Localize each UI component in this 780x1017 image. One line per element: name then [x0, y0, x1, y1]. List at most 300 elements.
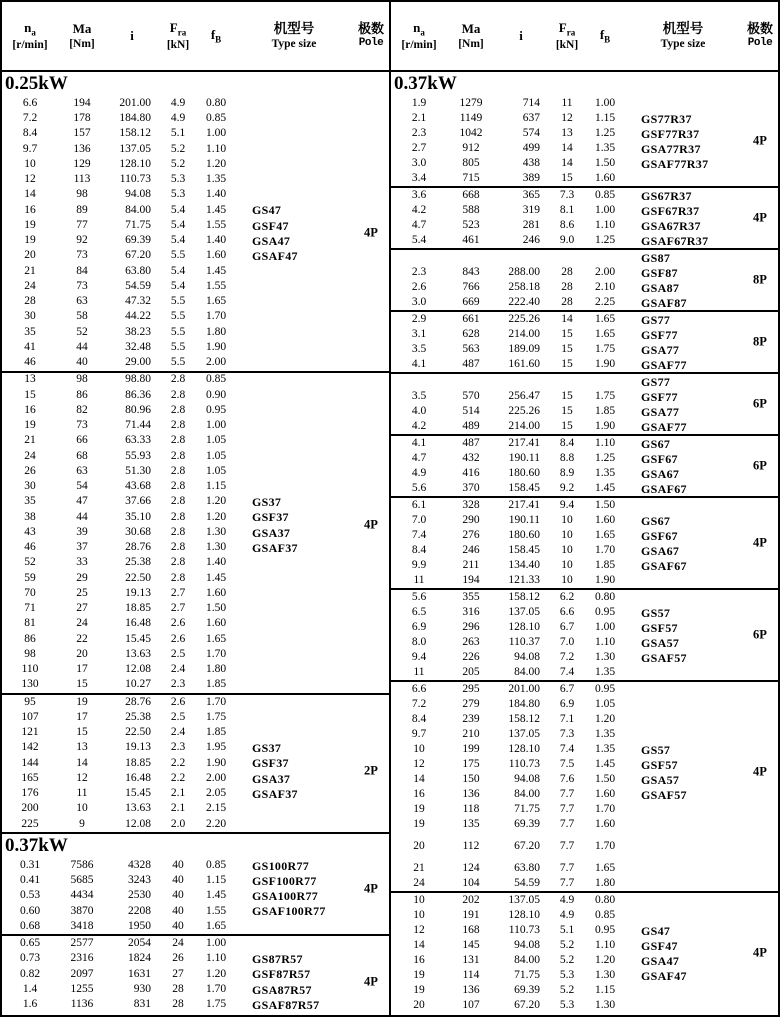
na-cell: 20 [413, 998, 425, 1011]
ma-cell: 766 [462, 280, 480, 293]
pole-count-label: 6P [753, 396, 767, 411]
na-cell: 0.73 [19, 952, 41, 965]
ratio-cell: 158.45 [508, 481, 540, 494]
table-row [391, 156, 778, 171]
ratio-cell: 158.12 [508, 712, 540, 725]
fra-cell: 4.9 [170, 96, 186, 109]
ma-cell: 27 [76, 602, 88, 615]
table-row [2, 340, 389, 355]
table-row [391, 635, 778, 650]
na-cell: 9.7 [411, 727, 427, 740]
type-size-cell: GSAF67 [641, 558, 687, 573]
fra-cell: 40 [172, 919, 184, 932]
fb-cell: 1.30 [205, 525, 227, 538]
power-section [2, 72, 389, 834]
na-cell: 38 [24, 510, 36, 523]
na-cell: 5.4 [411, 233, 427, 246]
ratio-cell: 71.44 [125, 419, 151, 432]
ma-cell: 47 [76, 495, 88, 508]
ratio-cell: 365 [522, 188, 540, 201]
ma-cell: 210 [462, 727, 480, 740]
type-size-cell: GSF67 [641, 528, 678, 543]
ratio-cell: 25.38 [125, 710, 151, 723]
type-size-cell: GSA67R37 [641, 218, 701, 233]
ma-cell: 12 [76, 771, 88, 784]
fb-cell: 1.10 [205, 142, 227, 155]
ratio-cell: 84.00 [514, 787, 540, 800]
ma-cell: 82 [76, 403, 88, 416]
ma-cell: 328 [462, 498, 480, 511]
ratio-cell: 637 [522, 111, 540, 124]
ratio-cell: 2208 [128, 904, 151, 917]
fb-cell: 1.05 [205, 464, 227, 477]
fb-cell: 1.55 [205, 279, 227, 292]
fb-cell: 1.90 [594, 419, 616, 432]
fb-cell: 1.00 [594, 620, 616, 633]
ratio-cell: 94.08 [514, 650, 540, 663]
na-cell: 4.7 [411, 218, 427, 231]
table-row [391, 802, 778, 817]
ratio-cell: 80.96 [125, 403, 151, 416]
na-cell: 144 [21, 756, 39, 769]
ratio-cell: 69.39 [125, 234, 151, 247]
fra-cell: 5.2 [170, 157, 186, 170]
type-size-cell: GSF67R37 [641, 203, 700, 218]
type-size-cell: GSF47 [641, 938, 678, 953]
fra-cell: 5.5 [170, 249, 186, 262]
ratio-cell: 86.36 [125, 388, 151, 401]
ratio-cell: 134.40 [508, 558, 540, 571]
type-size-cell: GSA47 [641, 953, 680, 968]
na-cell: 8.4 [411, 543, 427, 556]
ma-cell: 22 [76, 632, 88, 645]
pole-count-label: 4P [364, 225, 378, 240]
table-row [391, 742, 778, 757]
na-cell: 4.1 [411, 357, 427, 370]
ratio-cell: 128.10 [508, 742, 540, 755]
ratio-cell: 137.05 [508, 893, 540, 906]
ratio-cell: 16.48 [125, 617, 151, 630]
table-row [2, 725, 389, 740]
table-row [2, 632, 389, 647]
ratio-cell: 19.13 [125, 741, 151, 754]
fra-cell: 15 [561, 389, 573, 402]
fb-cell: 0.95 [594, 605, 616, 618]
na-cell: 165 [21, 771, 39, 784]
type-size-cell: GS67 [641, 513, 671, 528]
table-row [391, 861, 778, 876]
fb-cell: 1.00 [205, 419, 227, 432]
fb-cell: 1.60 [594, 787, 616, 800]
fra-cell: 14 [561, 141, 573, 154]
table-row [2, 571, 389, 586]
fb-cell: 1.70 [205, 647, 227, 660]
fb-cell: 1.50 [594, 772, 616, 785]
type-size-cell: GSA67 [641, 543, 680, 558]
fra-cell: 7.7 [559, 817, 575, 830]
ma-cell: 178 [73, 112, 91, 125]
ma-cell: 805 [462, 156, 480, 169]
power-rating-title: 0.37kW [5, 835, 68, 856]
fb-cell: 1.50 [594, 156, 616, 169]
ma-cell: 20 [76, 647, 88, 660]
fb-cell: 1.10 [594, 436, 616, 449]
na-cell: 71 [24, 602, 36, 615]
table-row [391, 312, 778, 327]
table-row [2, 218, 389, 233]
ma-cell: 44 [76, 510, 88, 523]
fb-cell: 1.85 [205, 678, 227, 691]
ma-cell: 92 [76, 234, 88, 247]
type-size-cell: GS87 [641, 250, 671, 265]
ratio-cell: 4328 [128, 858, 151, 871]
na-cell: 24 [24, 279, 36, 292]
table-row [2, 817, 389, 832]
na-cell: 20 [413, 839, 425, 852]
type-size-cell: GSAF77 [641, 419, 687, 434]
gear-series-block [391, 436, 778, 498]
type-size-cell: GSA77 [641, 342, 680, 357]
table-row [2, 858, 389, 873]
ratio-cell: 180.60 [508, 528, 540, 541]
na-cell: 21 [24, 264, 36, 277]
fra-cell: 2.6 [170, 617, 186, 630]
ma-cell: 912 [462, 141, 480, 154]
ratio-cell: 18.85 [125, 756, 151, 769]
ratio-cell: 35.10 [125, 510, 151, 523]
fb-cell: 0.95 [205, 403, 227, 416]
fb-cell: 1.60 [205, 249, 227, 262]
na-cell: 6.5 [411, 605, 427, 618]
na-cell: 21 [24, 434, 36, 447]
table-row [391, 558, 778, 573]
ma-cell: 150 [462, 772, 480, 785]
ma-cell: 563 [462, 342, 480, 355]
table-row [2, 403, 389, 418]
fra-cell: 5.2 [559, 953, 575, 966]
ma-cell: 114 [462, 968, 480, 981]
ratio-cell: 69.39 [514, 817, 540, 830]
fb-cell: 2.00 [594, 265, 616, 278]
fra-cell: 2.8 [170, 449, 186, 462]
ratio-cell: 47.32 [125, 295, 151, 308]
ratio-cell: 190.11 [508, 451, 540, 464]
ratio-cell: 258.18 [508, 280, 540, 293]
fb-cell: 1.75 [594, 389, 616, 402]
ratio-cell: 55.93 [125, 449, 151, 462]
type-size-cell: GSAF37 [252, 540, 298, 555]
table-row [2, 388, 389, 403]
na-cell: 19 [413, 983, 425, 996]
ratio-cell: 54.59 [125, 279, 151, 292]
ratio-cell: 158.12 [508, 590, 540, 603]
ma-cell: 54 [76, 480, 88, 493]
ratio-cell: 67.20 [125, 249, 151, 262]
ma-cell: 3418 [70, 919, 94, 932]
fb-cell: 1.25 [594, 451, 616, 464]
table-row [2, 997, 389, 1012]
table-row [2, 741, 389, 756]
fra-cell: 2.8 [170, 556, 186, 569]
fra-symbol: $F_{ra}$ [558, 19, 576, 38]
fra-cell: 27 [172, 967, 184, 980]
fb-cell: 1.05 [205, 434, 227, 447]
ma-cell: 39 [76, 525, 88, 538]
na-cell: 2.3 [411, 126, 427, 139]
ratio-cell: 184.80 [508, 697, 540, 710]
pole-en: Pole [747, 36, 773, 49]
type-size-cell: GSA67 [641, 466, 680, 481]
power-rating-title: 0.25kW [5, 73, 68, 94]
ratio-cell: 2530 [128, 889, 151, 902]
fra-cell: 15 [561, 171, 573, 184]
type-size-cell: GSAF37 [252, 786, 298, 801]
table-row [391, 620, 778, 635]
ma-cell: 276 [462, 528, 480, 541]
fra-cell: 5.4 [170, 234, 186, 247]
col-header-ma [447, 21, 495, 51]
ma-cell: 58 [76, 310, 88, 323]
pole-cn: 极数 [357, 21, 384, 37]
ratio-cell: 13.63 [125, 802, 151, 815]
fra-cell: 5.5 [170, 310, 186, 323]
fb-cell: 1.35 [594, 466, 616, 479]
fra-cell: 5.2 [170, 142, 186, 155]
ma-cell: 13 [76, 741, 88, 754]
fra-cell: 6.6 [559, 605, 575, 618]
fra-cell: 40 [172, 874, 184, 887]
ma-cell: 136 [462, 787, 480, 800]
gear-series-block [391, 96, 778, 188]
ma-cell: 290 [462, 513, 480, 526]
table-row [2, 373, 389, 388]
gear-series-block [391, 893, 778, 1015]
ma-cell: 370 [462, 481, 480, 494]
ma-cell: 77 [76, 218, 88, 231]
table-row [391, 712, 778, 727]
table-row [391, 953, 778, 968]
ratio-cell: 94.08 [125, 188, 151, 201]
ratio-cell: 438 [522, 156, 540, 169]
col-header-type-size [234, 21, 354, 52]
fb-cell: 1.65 [205, 632, 227, 645]
gear-series-block [391, 188, 778, 250]
fb-cell: 1.05 [205, 449, 227, 462]
fb-cell: 1.65 [594, 327, 616, 340]
ma-cell: 63 [76, 464, 88, 477]
na-cell: 43 [24, 525, 36, 538]
ma-cell: 3870 [70, 904, 94, 917]
ratio-cell: 54.59 [514, 876, 540, 889]
fra-cell: 2.8 [170, 403, 186, 416]
ratio-cell: 128.10 [508, 908, 540, 921]
ratio-cell: 110.37 [508, 635, 540, 648]
fb-cell: 0.85 [205, 112, 227, 125]
type-size-cell: GS67R37 [641, 188, 692, 203]
fb-cell: 1.30 [594, 650, 616, 663]
ma-symbol: Ma [72, 21, 92, 37]
table-row [2, 695, 389, 710]
fb-cell: 1.90 [594, 573, 616, 586]
type-size-cell: GSF47 [252, 218, 289, 233]
fra-cell: 2.8 [170, 388, 186, 401]
type-size-cell: GS37 [252, 495, 282, 510]
table-row [391, 938, 778, 953]
type-size-cell: GSA87R57 [252, 982, 312, 997]
table-row [2, 647, 389, 662]
fra-cell: 5.5 [170, 340, 186, 353]
ratio-cell: 128.10 [508, 620, 540, 633]
table-row [391, 295, 778, 310]
gear-series-block [2, 695, 389, 834]
col-header-ratio [106, 28, 158, 44]
type-size-cell: GSF87R57 [252, 967, 311, 982]
ratio-cell: 158.45 [508, 543, 540, 556]
table-row [391, 876, 778, 891]
fb-cell: 1.70 [594, 543, 616, 556]
fb-cell: 1.45 [205, 203, 227, 216]
na-symbol: $n_a$ [24, 19, 36, 38]
fra-cell: 7.4 [559, 665, 575, 678]
fra-cell: 2.5 [170, 647, 186, 660]
fra-cell: 2.8 [170, 434, 186, 447]
table-row [391, 451, 778, 466]
fra-cell: 5.4 [170, 203, 186, 216]
ma-cell: 489 [462, 419, 480, 432]
table-row [2, 96, 389, 111]
fra-cell: 2.2 [170, 756, 186, 769]
fb-cell: 1.75 [594, 342, 616, 355]
fb-cell: 1.00 [205, 937, 227, 950]
pole-count-label: 2P [364, 763, 378, 778]
fb-cell: 1.10 [594, 218, 616, 231]
fb-cell: 1.30 [594, 968, 616, 981]
fra-cell: 7.5 [559, 757, 575, 770]
fb-cell: 1.15 [205, 480, 227, 493]
ma-cell: 1255 [70, 982, 94, 995]
na-cell: 16 [24, 203, 36, 216]
fb-cell: 0.95 [594, 682, 616, 695]
na-cell: 19 [24, 419, 36, 432]
table-row [391, 265, 778, 280]
ma-cell: 73 [76, 419, 88, 432]
table-row [2, 904, 389, 919]
type-size-cell: GSA37 [252, 771, 291, 786]
type-size-cell: GSAF87 [641, 295, 687, 310]
fb-cell: 0.85 [594, 908, 616, 921]
table-row [391, 908, 778, 923]
table-row [391, 697, 778, 712]
fra-cell: 5.4 [170, 279, 186, 292]
na-cell: 0.82 [19, 967, 41, 980]
table-row [391, 233, 778, 248]
na-cell: 110 [21, 663, 39, 676]
na-cell: 24 [413, 876, 425, 889]
fra-cell: 7.6 [559, 772, 575, 785]
ma-cell: 211 [462, 558, 480, 571]
na-cell: 4.2 [411, 203, 427, 216]
type-size-cell: GS100R77 [252, 858, 310, 873]
na-cell: 4.7 [411, 451, 427, 464]
fra-cell: 7.0 [559, 635, 575, 648]
na-cell: 6.1 [411, 498, 427, 511]
table-row [391, 250, 778, 265]
table-row [2, 127, 389, 142]
fra-cell: 2.2 [170, 771, 186, 784]
fra-cell: 5.2 [559, 938, 575, 951]
type-size-cell: GSF87 [641, 265, 678, 280]
ratio-cell: 281 [522, 218, 540, 231]
ratio-cell: 256.47 [508, 389, 540, 402]
ma-cell: 487 [462, 357, 480, 370]
type-size-cell: GSAF100R77 [252, 904, 326, 919]
type-size-cell: GSAF47 [641, 968, 687, 983]
fb-cell: 1.70 [594, 839, 616, 852]
col-header-ratio [495, 28, 547, 44]
type-size-cell: GS67 [641, 436, 671, 451]
ratio-cell: 574 [522, 126, 540, 139]
fra-cell: 8.1 [559, 203, 575, 216]
fb-cell: 1.55 [205, 218, 227, 231]
fra-cell: 10 [561, 543, 573, 556]
fb-cell: 1.15 [205, 874, 227, 887]
fb-cell: 1.60 [594, 513, 616, 526]
ma-unit: [Nm] [458, 37, 484, 50]
ma-cell: 487 [462, 436, 480, 449]
gear-series-block [2, 858, 389, 936]
table-row [2, 434, 389, 449]
ratio-cell: 12.08 [125, 817, 151, 830]
ma-cell: 40 [76, 356, 88, 369]
table-row [391, 327, 778, 342]
ma-cell: 37 [76, 541, 88, 554]
fra-cell: 5.3 [559, 998, 575, 1011]
ma-cell: 205 [462, 665, 480, 678]
fb-cell: 1.70 [205, 310, 227, 323]
fb-cell: 1.75 [205, 710, 227, 723]
table-row [391, 817, 778, 832]
ma-cell: 1279 [459, 96, 483, 109]
na-cell: 52 [24, 556, 36, 569]
table-row [2, 264, 389, 279]
na-cell: 7.2 [411, 697, 427, 710]
fb-cell: 1.10 [594, 635, 616, 648]
ratio-cell: 137.05 [119, 142, 151, 155]
ma-cell: 52 [76, 325, 88, 338]
type-size-cell: GSAF47 [252, 249, 298, 264]
table-row [391, 543, 778, 558]
table-row [2, 355, 389, 370]
type-size-cell: GS57 [641, 605, 671, 620]
ma-cell: 25 [76, 586, 88, 599]
pole-count-label: 6P [753, 458, 767, 473]
gear-series-block [391, 250, 778, 312]
fb-cell: 1.20 [594, 953, 616, 966]
na-cell: 11 [413, 573, 425, 586]
ma-cell: 461 [462, 233, 480, 246]
na-cell: 21 [413, 861, 425, 874]
ma-cell: 24 [76, 617, 88, 630]
na-cell: 86 [24, 632, 36, 645]
fb-symbol: $f_B$ [210, 26, 222, 45]
ma-cell: 168 [462, 923, 480, 936]
fra-cell: 9.0 [559, 233, 575, 246]
fb-cell: 1.40 [205, 234, 227, 247]
ma-cell: 296 [462, 620, 480, 633]
ratio-cell: 15.45 [125, 787, 151, 800]
ma-cell: 107 [462, 998, 480, 1011]
na-cell: 6.9 [411, 620, 427, 633]
